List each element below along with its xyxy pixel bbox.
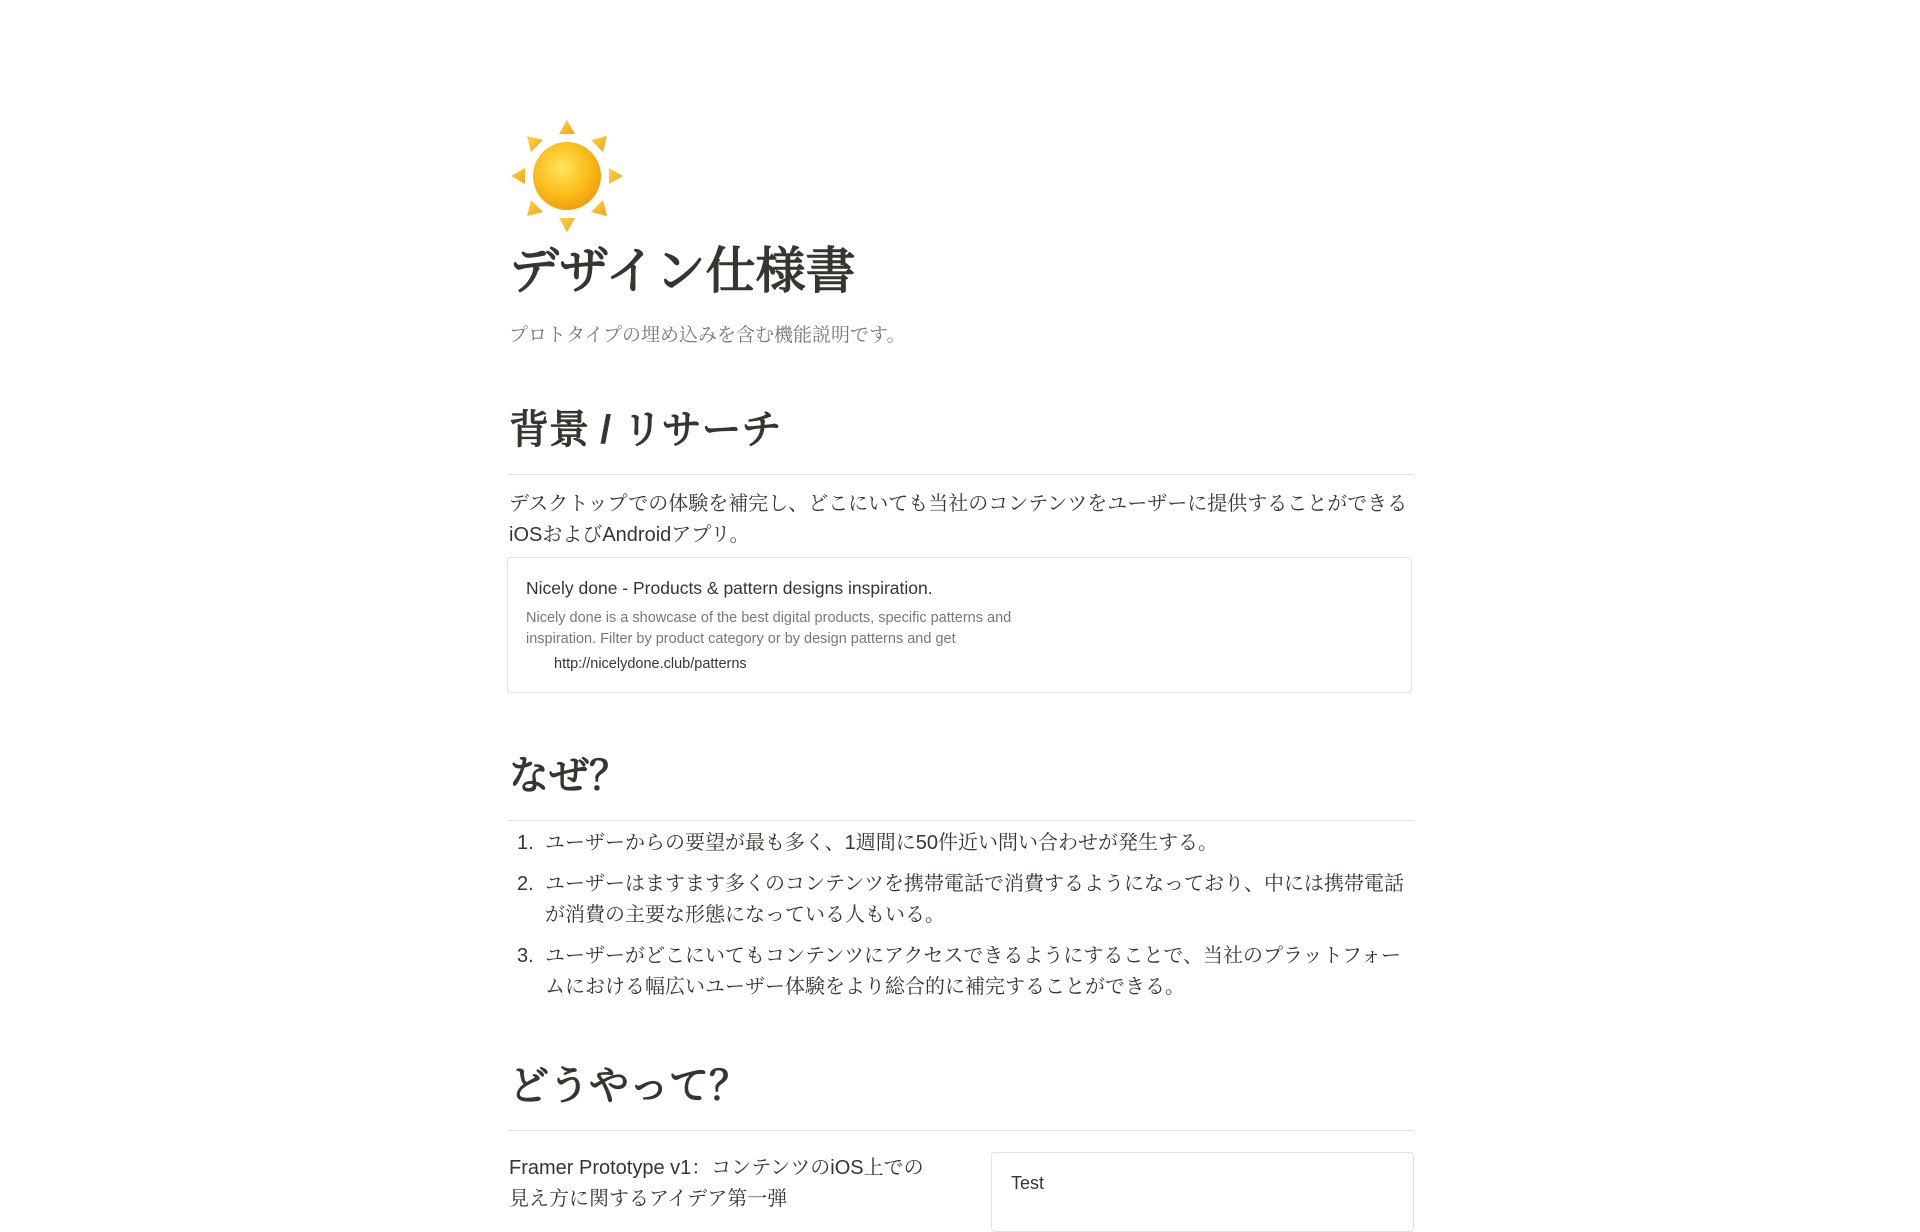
- divider: [507, 820, 1414, 821]
- list-number: 3.: [517, 945, 534, 967]
- divider: [507, 1130, 1414, 1131]
- page-title[interactable]: デザイン仕様書: [509, 243, 856, 299]
- heading-why[interactable]: なぜ？: [509, 754, 629, 798]
- list-item-text: ユーザーからの要望が最も多く、1週間に50件近い問い合わせが発生する。: [545, 832, 1218, 854]
- bookmark-card[interactable]: [507, 557, 1412, 693]
- sun-icon-graphic: [509, 118, 625, 234]
- divider: [507, 474, 1414, 475]
- list-item[interactable]: [509, 941, 1414, 1003]
- prototype-description[interactable]: Framer Prototype v1：コンテンツのiOS上での見え方に関するアイデア第一弾: [509, 1157, 924, 1210]
- page-description[interactable]: プロトタイプの埋め込みを含む機能説明です。: [509, 325, 906, 346]
- list-item-text: ユーザーはますます多くのコンテンツを携帯電話で消費するようになっており、中には携帯電話が消費の主要な形態になっている人もいる。: [545, 873, 1404, 926]
- prototype-embed-card[interactable]: [991, 1152, 1414, 1232]
- list-number: 1.: [517, 832, 534, 854]
- sun-icon[interactable]: [509, 118, 625, 234]
- list-item[interactable]: [509, 869, 1414, 931]
- list-item[interactable]: [509, 828, 1414, 859]
- background-paragraph[interactable]: デスクトップでの体験を補完し、どこにいても当社のコンテンツをユーザーに提供することができるiOSおよびAndroidアプリ。: [509, 493, 1408, 546]
- bookmark-description: Nicely done is a showcase of the best digital products, specific patterns and inspiration. Filter by product category or by design patterns and get: [526, 610, 1012, 647]
- list-number: 2.: [517, 873, 534, 895]
- numbered-list: [509, 828, 1414, 1013]
- bookmark-title: Nicely done - Products & pattern designs inspiration.: [526, 578, 933, 598]
- embed-label: Test: [1011, 1173, 1045, 1193]
- bookmark-url[interactable]: http://nicelydone.club/patterns: [554, 656, 747, 672]
- list-item-text: ユーザーがどこにいてもコンテンツにアクセスできるようにすることで、当社のプラットフォームにおける幅広いユーザー体験をより総合的に補完することができる。: [545, 945, 1401, 998]
- heading-how[interactable]: どうやって？: [509, 1064, 749, 1108]
- heading-background-research[interactable]: 背景 / リサーチ: [509, 408, 782, 452]
